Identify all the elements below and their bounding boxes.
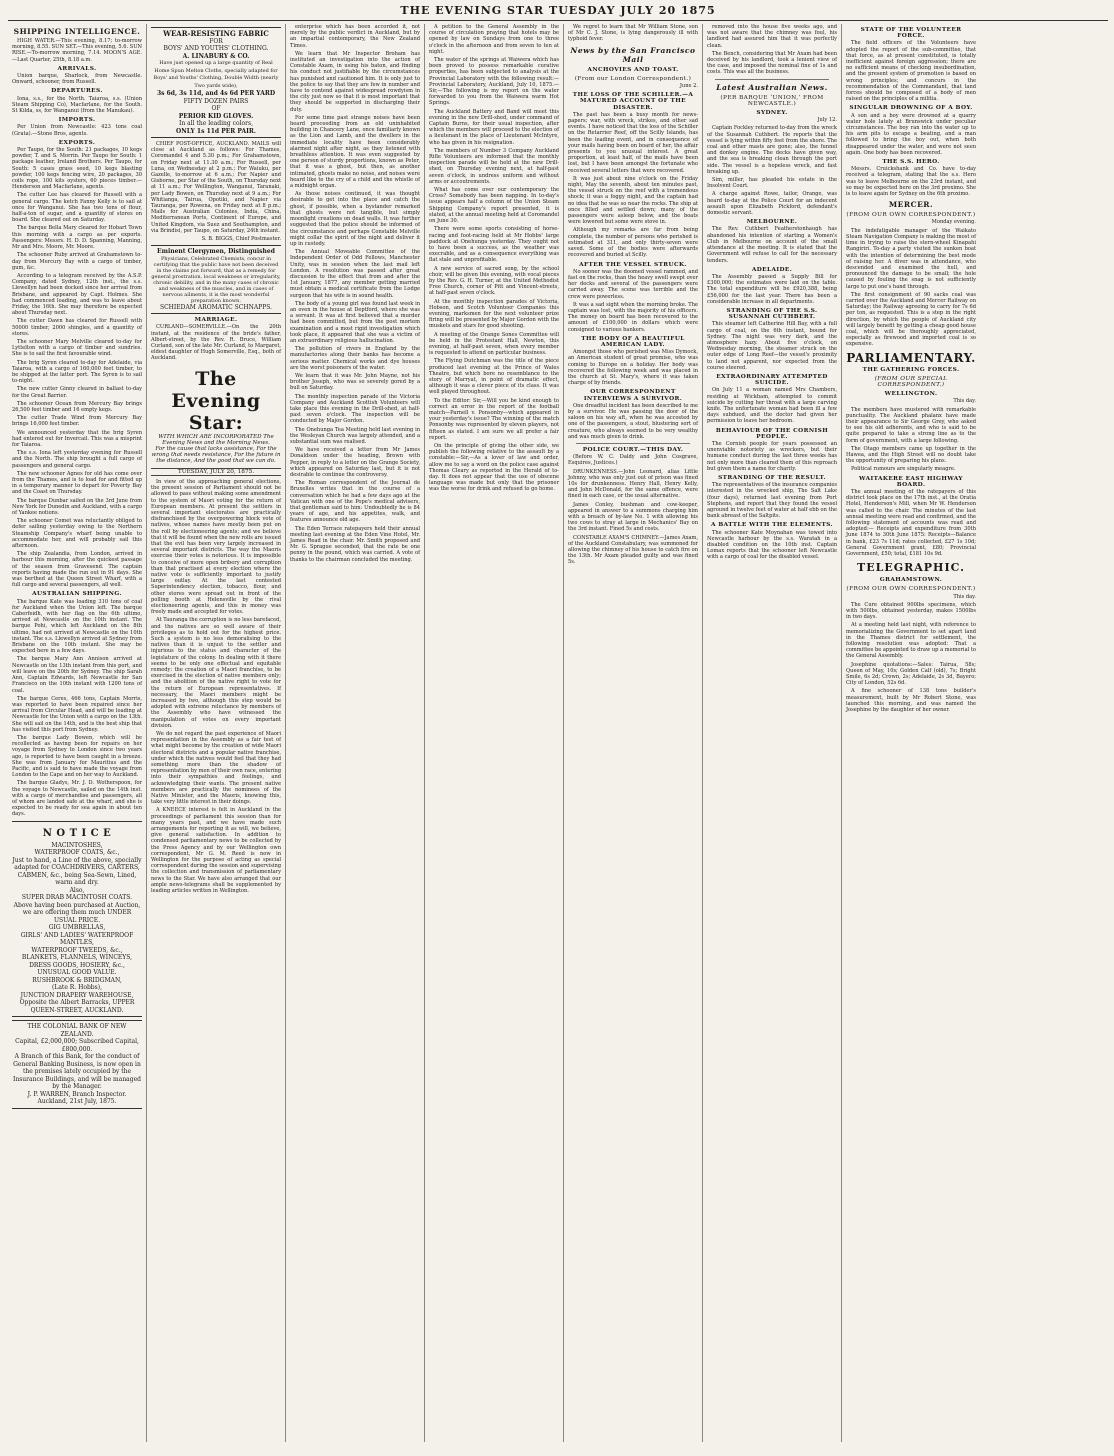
- sub-heading: MARRIAGE.: [194, 317, 238, 324]
- paragraph: We have received a letter from Mr James Donaldson under the heading, Brown with Pepper, in reply to a letter on the Grange Society, which appeared on Saturday last, but it is not desirable to continue the controversy.: [290, 447, 420, 479]
- paragraph: The cutter Dawn has cleared for Russell with 50000 timber, 2000 shingles, and a quantity of stores.: [12, 318, 142, 337]
- sub-heading: EXTRAORDINARY ATTEMPTED SUICIDE.: [716, 373, 828, 387]
- column-2: [147, 24, 286, 1442]
- divider: [715, 79, 829, 80]
- sub-heading: WAITAKERE EAST HIGHWAY BOARD.: [859, 475, 963, 488]
- paragraph: The annual meeting of the ratepayers of this district took place on the 17th inst., at the Oratia Hotel, Henderson's Mill, when Mr W. Henderson was called to the chair. The minutes of the last annual meeting were read and confirmed, and the following statement of accounts was read and adopted:— Receipts and expenditure from 30th June 1874 to 30th June 1875: Receipts—Balance in bank, £23 7s 11d; rates collected, £27 1s 10d; General Government grant, £80; Provincial Government, £50; total, £181 10s 9d.: [846, 489, 976, 558]
- ad-line: GIG UMBRELLAS,: [48, 924, 106, 932]
- paragraph: As those noises continued, it was thought desirable to get into the place and catch the ghost, if possible, when a bystander remarked that ghosts were not tangible, but simply moonlight creations on dead walls. It was further suggested that the police should be informed of the circumstance and perhaps Constable Melville might collar the spirit of the night and deliver it up in custody.: [290, 191, 420, 247]
- paragraph: The members of Number 3 Company Auckland Rifle Volunteers are informed that the monthly inspection parade will be held at the new Drill-shed, on Thursday evening next, at half-past seven o'clock, in undress uniform and without arms or accoutrements.: [429, 147, 559, 185]
- running-head-title: THE EVENING STAR TUESDAY JULY 20 1875: [400, 4, 716, 17]
- paragraph: The schooner Ocean from Mercury Bay brings 26,500 feet timber and 16 empty kegs.: [12, 400, 142, 413]
- paragraph: A fine schooner of 138 tons builder's measurement, built by Mr Robert Stone, was launched this morning, and was named the Josephine by the daughter of her owner.: [846, 688, 976, 714]
- paragraph: The new cutter Ginny cleared in ballast to-day for the Great Barrier.: [12, 386, 142, 399]
- telegraphic-heading: TELEGRAPHIC.: [857, 561, 965, 575]
- ad-line: WEAR-RESISTING FABRIC: [163, 29, 269, 38]
- section-heading: News by the San Francisco Mail: [570, 45, 696, 64]
- paragraph: A new service of sacred song, by the school choir, will be given this evening, with vocal pieces by the Rev. G. H. Turner, at the United Methodist Free Church, corner of Pitt and Vincent-streets, at half-past seven o'clock.: [429, 265, 559, 297]
- paragraph: The representatives of the insurance companies interested in the wrecked ship, The Salt Lake (four days), returned last evening from Port Stephens, and report that they found the vessel aground in twelve feet of water at half ebb on the bank abreast of the Saltpits.: [707, 482, 837, 520]
- paragraph: The Eden Terrace ratepayers held their annual meeting last evening at the Eden Vine Hotel, Mr. James Read in the chair. Mr. Smith proposed and Mr. G. Sprague seconded, that the rate be one penny in the pound, which was carried. A vote of thanks to the chairman concluded the meeting.: [290, 525, 420, 563]
- ad-line: (Late R. Hobbs),: [52, 984, 102, 992]
- ad-line: Auckland, 21st July, 1875.: [37, 1098, 117, 1106]
- ad-line: Eminent Clergymen, Distinguished: [157, 248, 275, 256]
- paragraph: Per Taupo, for the South: 21 packages, 10 kegs powder, T. and S. Morrin. Per Taupo for South: 1 package leather, Ireland Brothers. Per Taupo, for South: 5 cases grass seed, 10 kegs blasting powder, 100 kegs fencing wire, 20 packages, 30 coils rope, 100 kits oysters, 60 pieces timber.—Henderson and Macfarlane, agents.: [12, 147, 142, 191]
- paragraph: Although my remarks are far from being complete, the number of persons who perished is estimated at 311, and only thirty-seven were saved. Some of the bodies were afterwards recovered and buried at Scilly.: [568, 227, 698, 259]
- sub-heading: IMPORTS.: [58, 117, 96, 124]
- sub-heading: BEHAVIOUR OF THE CORNISH PEOPLE.: [715, 427, 829, 440]
- paragraph: Sim, miller, has pleaded his estate in the Insolvent Court.: [707, 177, 837, 190]
- sub-heading: STRANDING OF THE RESULT.: [718, 475, 826, 481]
- paragraph: Political rumours are singularly meagre.: [851, 466, 956, 473]
- parliamentary-heading: PARLIAMENTARY.: [846, 350, 976, 365]
- paragraph: The barque Lady Bowen, which will be recollected as having been for repairs on her voyage from Sydney to London since two years ago, is reported to have been caught in a breeze. She was from January for Mauritius and the Pacific, and is said to have made the voyage from London to the Cape and on her way to Auckland.: [12, 734, 142, 779]
- dateline: June 2.: [679, 83, 698, 90]
- paragraph: The water of the springs at Waiwera which has been proved to possess remarkable curative properties, has been subjected to analysis at the Provincial Laboratory with the following result:— Provincial Laboratory, Auckland, July 10, 1875.—Sir,—The following is my report on the water forwarded to you from the Waiwera warm Hot Springs.: [429, 57, 559, 107]
- paragraph: The barque Kate was loading 310 tons of coal for Auckland when the Union left. The barque Caberfeidh, with her flag on the 6th ultimo, arrived at Newcastle on the 10th instant. The barque Pohi, which left Auckland on the 8th ultimo, had not arrived at Newcastle on the 10th instant. The s.s. Llewellyn arrived at Sydney from Brisbane on the 10th instant. She may be expected here in a few days.: [12, 598, 142, 655]
- advertisement-colonial-bank: [12, 1020, 142, 1109]
- ad-line: Also,: [69, 886, 85, 894]
- sub-heading: ARRIVALS.: [57, 65, 97, 72]
- paragraph: The Flying Dutchman was the title of the piece produced last evening at the Prince of Wales Theatre, but which bore no resemblance to the story of Marryat, in point of dramatic effect, although it was a clever piece of its class. It was well played throughout.: [429, 358, 559, 396]
- paragraph: To the Editor: Sir,—Will you be kind enough to correct an error in the report of the football match—Parnell v. Ponsonby—which appeared in your yesterday's issue? The winning of the match Ponsonby was represented by eleven players, not fifteen as stated. I am sure we all prefer a fair report.: [429, 397, 559, 441]
- paragraph: The new schooner Agnes for old has come over from the Thames, and is to load for and fitted up in a temporary manner to depart for Poverty Bay and the Coast on Thursday.: [12, 470, 142, 496]
- advertisement-linabury: [151, 27, 281, 138]
- paragraph: Union barque, Sharlock, from Newcastle. Onward, schooner, from Russell.: [12, 73, 142, 86]
- paragraph: The field officers of the Volunteers have adopted the report of the sub-committee, that that force, as at present constituted, is totally inefficient against foreign aggression; there are no sufficient means of checking insubordination, and the present system of promotion is based on wrong principles; and concurs in the recommendation of the Commandant, that land forces should be composed of a body of men raised on the principles of a militia.: [846, 40, 976, 103]
- notice-title: N O T I C E: [42, 827, 112, 839]
- paragraph: The pollution of rivers in England by the manufactories along their banks has become a serious matter. Chemical works and dye houses are the worst poisoners of the water.: [290, 346, 420, 371]
- sub-heading: A BATTLE WITH THE ELEMENTS.: [711, 522, 833, 529]
- paragraph: At the monthly inspection parades of Victoria, Hobson, and Scotch Volunteer Companies this evening, marksmen for the next volunteer prize firing will be presented by Major Gordon with the muskets and stars for good shooting.: [429, 298, 559, 330]
- paragraph: The members have mustered with remarkable punctuality. The Auckland phalanx have made their appearance to Sir George Grey, who asked to see his old adherents, and who is said to be quite prepared to take a strong line as to the form of government, with a large following.: [846, 406, 976, 444]
- sub-heading: ANCHOVIES AND TOAST.: [587, 66, 679, 73]
- paragraph: removed into the house five weeks ago, and was not aware that the chimney was foul, his landlord had assured him that it was perfectly clean.: [707, 24, 837, 49]
- ad-line: BLANKETS, FLANNELS, WINCEYS, DRESS GOODS, HOSIERY, &c.,: [21, 954, 133, 969]
- dateline: This day.: [953, 398, 976, 405]
- column-1: [8, 24, 147, 1442]
- paragraph: The brig Syren cleared to-day for Adelaide, via Taiaroa, with a cargo of 160,000 feet timber, to be shipped at the latter port. The Syren is to sail to-night.: [12, 359, 142, 385]
- section-heading: Latest Australian News.: [716, 82, 828, 92]
- ad-line: FIFTY DOZEN PAIRS: [183, 97, 249, 105]
- divider: [576, 443, 690, 444]
- ad-line: SCHIEDAM AROMATIC SCHNAPPS.: [159, 303, 273, 311]
- sub-heading: AUSTRALIAN SHIPPING.: [32, 591, 122, 598]
- nameplate-subtitle: WITH WHICH ARE INCORPORATED The Evening News and the Morning News.: [158, 433, 274, 446]
- paragraph: The s.s. Iona left yesterday evening for Russell and the North. The ship brought a full cargo of passengers and general cargo.: [12, 450, 142, 469]
- sub-heading: (FROM OUR OWN CORRESPONDENT.): [846, 586, 976, 593]
- ad-line: MACINTOSHES,: [51, 841, 103, 849]
- ad-line: WATERPROOF COATS, &c.,: [34, 849, 120, 857]
- column-6: [703, 24, 842, 1442]
- paragraph: The Roman correspondent of the Journal de Bruxelles writes that in the course of a conversation which he had a few days ago at the Vatican with one of the Pope's medical advisers, that gentleman said to him: Undoubtedly he is 84 years of age, and his appetites, walk, and features announce old age.: [290, 480, 420, 524]
- sub-heading: (FROM OUR SPECIAL CORRESPONDENT.): [874, 375, 948, 388]
- paragraph: The Cornish people for years possessed an unenviable notoriety as wreckers, but their humane conduct during the last three weeks has not only more than cleared them of this reproach but given them a name for charity.: [707, 440, 837, 472]
- ad-line: J. P. WARREN, Branch Inspector.: [27, 1090, 127, 1098]
- paragraph: Captain Fockley returned to-day from the wreck of the Susannah Cuthbert. He reports that the vessel is lying within fifty feet from the shore. The coal and other masts are gone; also, the funnel and donkey engine. The decks have given way, and the sea is breaking clean through the port side. The vessel is a hopeless wreck, and fast breaking up.: [707, 125, 837, 175]
- paragraph: The barque Ceres, 466 tons, Captain Morris, was reported to have been repaired since her arrival from Circular Head, and will be loading at Newcastle for the Union with a cargo on the 13th. She will sail on the 14th, and is the best ship that has visited this port from Sydney.: [12, 695, 143, 733]
- sub-heading: STRANDING OF THE S.S. SUSANNAH CUTHBERT.: [726, 307, 818, 321]
- sub-heading: GRAHAMSTOWN.: [879, 577, 943, 584]
- sub-heading: AFTER THE VESSEL STRUCK.: [579, 261, 687, 268]
- paragraph: HIGH WATER.—This evening, 8.17; to-morrow morning, 8.55. SUN SET.—This evening, 5.6. SUN RISE.—To-morrow morning, 7.14. MOON'S AGE.—Last Quarter, 25th, 8.18 a.m.: [12, 38, 142, 63]
- paragraph: Per Union from Newcastle: 423 tons coal (Grata).—Stone Bros, agents.: [12, 124, 142, 137]
- paragraph: The body of a young girl was found last week in an oven in the house at Deptford, where she was a servant. It was at first believed that a murder had been committed, but from the post mortem examination and a most rigid investigation which took place, it appeared that she was a victim of an extraordinary religious hallucination.: [290, 300, 420, 344]
- ad-line: A Branch of this Bank, for the conduct of General Banking Business, is now open in the premises lately occupied by the Insurance Buildings, and will be managed by the Manager.: [12, 1053, 141, 1091]
- paragraph: On July 11 a woman named Mrs Chambers, residing at Wickham, attempted to commit suicide by cutting her throat with a large carving knife. The unfortunate woman had been ill a few days subdued, and the doctor had given her permission to leave her bedroom.: [707, 387, 837, 425]
- ad-line: Just to hand, a Line of the above, specially adapted for COACHDRIVERS, CARTERS, CABMEN, &c., being Sea-Sewn, Lined, warm and dry.: [12, 856, 142, 887]
- paragraph: The schooner Kate Moynahan was towed into Newcastle harbour by the s.s. Waratah in a disabled condition on the 10th inst. Captain Lomax reports that the schooner left Newcastle with a cargo of coal for the disabled vessel.: [707, 529, 837, 561]
- paragraph: On the principle of giving the other side, we publish the following relative to the assault by a constable:—Sir,—As a lover of law and order, allow me to say a word on the police case against Thomas Cleary as reported in the Herald of to-day. It does not appear that the use of obscene language was made but only that the prisoner was the worse for drink and refused to go home.: [429, 443, 559, 493]
- paragraph: We regret to learn that Mr William Stone, son of Mr C. J. Stone, is lying dangerously ill with typhoid fever.: [568, 24, 698, 43]
- section-heading: MERCER.: [888, 200, 934, 210]
- sub-heading: THE LOSS OF THE SCHILLER.—A MATURED ACCOUNT OF THE DISASTER.: [572, 92, 694, 111]
- paragraph: The cutter Trade Wind from Mercury Bay brings 16,000 feet timber.: [12, 415, 142, 428]
- paragraph: The Auckland Battery and Band will meet this evening in the new Drill-shed, under command of Captain Burns, for their usual inspection, after which the members will proceed to the election of a lieutenant in the place of Lieutenant McIntyre, who has given in his resignation.: [429, 108, 559, 146]
- ad-line: OF: [211, 105, 221, 112]
- sub-heading: (PER BARQUE ‘UNION,’ FROM NEWCASTLE.): [720, 94, 824, 107]
- ad-line: FOR: [209, 37, 223, 45]
- column-3: [286, 24, 425, 1442]
- paragraph: We learn that Mr Inspector Broham has instituted an investigation into the action of Constable Axam, in using his baton, and finding his conduct not justifiable by the circumstances has punished and cautioned him. It is only just to the police to say that they are few in number and have to contend against widespread rowdyism in the city just now so that it is most important that they should be supported in discharging their duty.: [290, 50, 420, 113]
- ad-line: Opposite the Albert Barracks, UPPER QUEEN-STREET, AUCKLAND.: [19, 999, 135, 1014]
- paragraph: CONSTABLE AXAM'S CHIMNEY.—James Axam, of the Auckland Constabulary, was summoned for allowing the chimney of his house to catch fire on the 13th. Mr Axam pleaded guilty and was fined 5s.: [568, 534, 698, 566]
- ad-line: THE COLONIAL BANK OF NEW ZEALAND.: [27, 1023, 127, 1038]
- ad-line: BOYS' AND YOUTHS' CLOTHING.: [163, 45, 269, 52]
- ad-line: Physicians, Celebrated Chemists, concur in certifying that the public have not been deceived in the claims put forward, that as a remedy for general prostration, local weakness or irregularity, chronic debility, and in the many cases of chronic and weakness of the muscles, and in cases of nervous ailments, it is the most wonderful preparation known.: [151, 255, 281, 304]
- paragraph: The barque Mary Ann Annison arrived at Newcastle on the 13th instant from this port, and will leave on the 20th for Sydney. The ship Sarah Ann, Captain Edwards, left Newcastle for San Francisco on the 10th instant with 1200 tons of coal.: [12, 656, 142, 694]
- paragraph: At a meeting held last night, with reference to memorializing the Government to set apart land in the Thames district for settlement, the following resolution was adopted: That a committee be appointed to draw up a memorial to the General Assembly.: [846, 622, 976, 660]
- ad-line: 3s 6d, 3s 11d, and 4s 6d PER YARD: [156, 90, 276, 97]
- nameplate-motto: For the cause that lacks assistance, For the wrong that needs resistance, For the future in the distance, And the good that we can do.: [151, 446, 281, 465]
- sub-heading: THE BODY OF A BEAUTIFUL AMERICAN LADY.: [581, 335, 685, 348]
- sub-heading: SINGULAR DROWNING OF A BOY.: [849, 105, 973, 112]
- paragraph: (Before W. C. Daldy and John Cosgrave, Esquires, Justices.): [568, 454, 698, 467]
- paragraph: CHIEF POST-OFFICE, AUCKLAND. MAILS will close at Auckland as follows: For Thames, Coromandel 4 and 5.30 p.m.; For Grahamstown, on Friday next at 11.30 a.m.; For Russell, per Luna, on Wednesday at 2 p.m.; For Waiuku, per Gazelle, to-morrow at 6 a.m.; For Napier and Gisborne, per Star of the South, on Thursday next at 11 a.m.; For Wellington, Wanganui, Taranaki, per Lady Bowen, on Thursday next at 9 a.m.; For Whitianga, Tairua, Opotiki, and Napier via Tauranga, per Rowena, on Friday next at 8 p.m.; Mails for Australian Colonies, India, China, Mediterranean Ports, Continent of Europe, and United Kingdom, via Suez and Southampton, and via Brindisi, per Taupo, on Saturday, 24th instant.: [151, 141, 281, 234]
- advertisement-schnapps: [151, 245, 281, 314]
- advertisement-macintoshes: [12, 821, 142, 1018]
- paragraph: The schooner Ruby arrived at Grahamstown to-day from Mercury Bay with a cargo of timber, gum, &c.: [12, 252, 142, 271]
- paragraph: The barque Bella Mary cleared for Hobart Town this morning with a cargo as per exports. Passengers: Messrs. H. D. D. Spanning, Manning, Mr and Mrs. Moore, Mr. Moore.: [12, 225, 142, 251]
- paragraph: There were some sports consisting of horse-racing and foot-racing held at Mr Hobbs' large paddock at Onehunga yesterday. They ought not to have been a success, as the weather was execrable, and as a consequence everything was flat stale and unprofitable.: [429, 226, 559, 264]
- paragraph: Messrs. Cruickshank and Co. have to-day received a telegram, stating that the s.s. Hero was to leave Melbourne on the 23rd instant, and so may be expected here on the 3rd proximo. She is to leave again for Sydney on the 6th proximo.: [846, 166, 976, 198]
- running-head: [8, 4, 1108, 21]
- paragraph: In view of the approaching general elections, the present session of Parliament should not be allowed to pass without making some amendment to the system of Maori voting for the return of European members. At present the settlers in several important electorates are practically disfranchised by the overpowering block vote of natives, whose names have mostly been put on the roll by electioneering agents; and we believe that it will be found when the new rolls are issued that the evil has been very largely increased in several important districts. The way the Maoris exercise their votes is notorious. It is impossible to conceive of more open bribery and corruption than that practised at every election where the native vote is sufficiently important to justify large outlay. At the last contested Superintendency election, tobacco, flour, and other stores were spread out in front of the polling booth at Helensville by the rival electioneering agents, and this in money was freely made and accepted for votes.: [151, 478, 281, 616]
- paragraph: The Assembly passed a Supply Bill for £300,000; the estimates were laid on the table. The total expenditure will be £920,388, being £56,000 for the last year. There has been a considerable increase in all departments.: [707, 273, 837, 305]
- paragraph: We announced yesterday that the brig Syren had entered out for Invercail. This was a misprint for Taiaroa.: [12, 429, 142, 448]
- paragraph: The schooner Mary Melville cleared to-day for Lyttelton with a cargo of timber and sundries. She is to sail the first favourable wind.: [12, 338, 142, 358]
- paragraph: Iona, s.s., for the North. Taiaroa, s.s. (Union Steam Shipping Co), Macfarlane, for the South. St Kilda, ss, for Wanganui (from the Manukau).: [12, 95, 142, 115]
- paragraph: The schooner Comet was reluctantly obliged to defer sailing yesterday owing to the Northern Steamship Company's wharf being unable to accommodate her, and will probably sail this afternoon.: [12, 518, 142, 550]
- paragraph: Amongst those who perished was Miss Dymock, an American student of great promise, who was coming to Europe on a holiday. Her body was recovered the following week and was placed in the church at St. Mary's, where it was taken charge of by friends.: [568, 349, 698, 387]
- paragraph: The ship Zealandia, from London, arrived in harbour this morning, after the quickest passage of the season from Gravesend. The captain reports having made the run out in 91 days. She was berthed at the Queen Street Wharf, with a full cargo and several passengers, all well.: [12, 551, 142, 589]
- ad-line: WATERPROOF TWEEDS, &c.,: [31, 946, 123, 954]
- paragraph: What has come over our contemporary the Cross? Somebody has been napping. In to-day's issue appears half a column of the Union Steam Shipping Company's report presented, it is stated, at the annual meeting held at Coromandel on June 30.: [429, 187, 559, 225]
- ad-line: SUPER DRAB MACINTOSH COATS.: [21, 894, 133, 902]
- section-heading: SHIPPING INTELLIGENCE.: [13, 27, 141, 36]
- sub-heading: THE S.S. HERO.: [882, 159, 940, 166]
- paragraph: We do not regard the past experience of Maori representation in the Assembly as a fair test of what might become by the creation of wide Maori electoral districts and a popular native franchise, under which the natives would feel that they had something more than the shadow of representation by men of their own race, entering into their sympathies and feelings, and acknowledging their wants. The present native members are practically the nominees of the Native Minister, and the Maoris, knowing this, take very little interest in their doings.: [151, 731, 281, 806]
- nameplate-title: The Evening Star:: [171, 367, 261, 434]
- issue-dateline: TUESDAY, JULY 20, 1875.: [151, 468, 281, 476]
- ad-line: PERIOR KID GLOVES.: [178, 112, 254, 120]
- column-7: [842, 24, 980, 1442]
- paragraph: A meeting of the Orange Sones Committee will be held in the Protestant Hall, Newton, this evening, at half-past seven, when every member is requested to attend on particular business.: [429, 331, 559, 357]
- paragraph: The monthly inspection parade of the Victoria Company and Auckland Scottish Volunteers will take place this evening in the Drill-shed, at half-past seven o'clock. The inspection will be conducted by Major Gordon.: [290, 393, 420, 425]
- paragraph: One dreadful incident has been described to me by a survivor. He was passing the door of the saloon on his way aft, when he was accosted by one of the passengers, a stout, blustering sort of creature, who always seemed to be very wealthy and was much given to drink.: [568, 402, 698, 440]
- sub-heading: (From our London Correspondent.): [574, 75, 692, 82]
- paragraph: According to a telegram received by the A.S.P. Company, dated Sydney, 12th inst., the s.s. Llewellyn had been docked since her arrival from Brisbane, and appeared by Capt. Holmes. She had commenced loading, and was to leave about Friday, the 16th. She may therefore be expected about Thursday next.: [12, 272, 142, 317]
- paragraph: James Conley, bushman and cow-keeper, appeared in answer to a summons charging him with a breach of by-law No. 1 with allowing his two cows to stray at large in Mechanics' Bay on the 3rd instant. Fined 5s and costs.: [568, 501, 698, 533]
- sub-heading: POLICE COURT.—THIS DAY.: [582, 446, 684, 453]
- dateline: Monday evening.: [931, 219, 976, 226]
- paragraph: A charge against Rowe, tailor, Orange, was heard to-day at the Police Court for an indecent assault upon Elizabeth Pickford, defendant's domestic servant.: [707, 191, 837, 217]
- sub-heading: WELLINGTON.: [884, 391, 938, 398]
- paragraph: The Otago members came up together in the Hawea, and the High Street will no doubt take the opportunity of preparing his plans.: [846, 445, 976, 465]
- dateline: This day.: [953, 593, 976, 600]
- paragraph: A KNEECE interest is felt in Auckland in the proceedings of parliament this session than for many years past, and we have made such arrangements for reporting it as will, we believe, give general satisfaction. In addition to condensed parliamentary news to be collected by the Press Agency and by our Wellington own correspondent, Mr G. M. Reed is now in Wellington for the purpose of acting as special correspondent during the session and supervising the collection and transmission of parliamentary news to the Star. We have also arranged that our ample news-telegrams shall be supplemented by leading articles written in Wellington.: [151, 807, 281, 895]
- sub-heading: OUR CORRESPONDENT INTERVIEWS A SURVIVOR.: [583, 389, 683, 402]
- ad-line: A. LINABURY & CO.: [182, 52, 250, 60]
- sub-heading: EXPORTS.: [58, 139, 96, 146]
- ad-line: GIRLS' AND LADIES' WATERPROOF MANTLES,: [20, 931, 134, 947]
- column-4: [425, 24, 564, 1442]
- ad-line: Above having been purchased at Auction, we are offering them much UNDER USUAL PRICE.: [13, 901, 141, 924]
- paragraph: The past has been a busy month for news-papers; war, with wreck, strikes, and other sad events. I have noticed that the loss of the Schiller on the Retarrier Reef, off the Scilly Islands, has been the leading event, and in consequence of your mails having been on board of her, the affair presents to you unusual interest. A great proportion, at least half, of the mails have been lost, but I have been amongst the fortunate who received several letters that were recovered.: [568, 111, 698, 174]
- paragraph: We learn that it was Mr. John Mayne, not his brother Joseph, who was so severely gored by a bull on Saturday.: [290, 372, 420, 392]
- paragraph: The cutter Lee has cleared for Russell with a general cargo. The ketch Fanny Kelly is to sail at once for Wanganui. She has two tons of flour, half-a-ton of sugar, and a quantity of stores on board. She cleared out on Saturday.: [12, 192, 142, 224]
- paragraph: It was just about nine o'clock on the Friday night, May the seventh, about ten minutes past, the vessel struck on the reef with a tremendous shock; it was a foggy night, and the captain had no idea that he was so near the rocks. The ship at once filled and settled down; many of the passengers were asleep below, and the boats were lowered but some were stove in.: [568, 175, 698, 226]
- paragraph: The Annual Moveable Committee of the Independent Order of Odd Fellows, Manchester Unity, was in session when the last mail left London. A resolution was passed after great discussion to the effect that from and after the 1st January, 1877, any member getting married must obtain a medical certificate from the Lodge surgeon that his wife is in sound health.: [290, 249, 420, 299]
- paragraph: It was a sad sight when the morning broke. The captain was lost, with the majority of his officers. The money on board has been recovered to the amount of £100,000 in dollars which were consigned to various bankers.: [568, 301, 698, 333]
- signature: S. B. BIGGS, Chief Postmaster.: [201, 236, 281, 243]
- paragraph: No sooner was the doomed vessel rammed, and fast on the rocks, than the heavy swell swept over her decks and several of the passengers were carried away. The scene was terrible and the crew were powerless.: [568, 268, 698, 300]
- sub-heading: THE GATHERING FORCES.: [862, 366, 960, 373]
- paragraph: The indefatigable manager of the Waikato Steam Navigation Company is making the most of time in trying to raise the stern-wheel Kinapahi Rangiriri. To-day a party visited the sunken boat with the intention of determining the best mode of raising her. A diver was in attendance, who descended and examined the hull, and pronounced the damage to be small; the hole caused by fouling the snag is not sufficiently large to put one's hand through.: [846, 227, 976, 290]
- paragraph: A son and a boy were drowned at a quarry water hole lately at Brunswick under peculiar circumstances. The boy ran into the water up to his arm pits to escape a beating, and a man followed to bring the boy out, when both disappeared under the water, and were not seen again. One body has been recovered.: [846, 112, 976, 156]
- paragraph: For some time past strange noises have been heard proceeding from an old uninhabited building in Chancery Lane, once familiarly known as the Lion and Lamb, and the dwellers in the immediate locality have been considerably alarmed night after night, as they listened with breathless attention. It was even suggested by one person of sturdy proportions, known as Peter, that it was a ghost, but then, as another intimated, ghosts make no noise, and noises were heard like to the cry of a child and the whistle of a midnight organ.: [290, 114, 420, 190]
- paragraph: The barque Gladys, Mr. J. D. Wotherspoon, for the voyage to Newcastle, sailed on the 14th inst. with a cargo of merchandise and passengers, all of whom are landed safe at the wharf, and she is expected to be ready for sea again in about ten days.: [12, 780, 142, 818]
- ad-line: In all the leading colors,: [179, 120, 253, 127]
- ad-line: JUNCTION DRAPERY WAREHOUSE,: [20, 991, 134, 999]
- paragraph: The Onehunga Tea Meeting held last evening in the Wesleyan Church was largely attended, and a substantial sum was realised.: [290, 426, 420, 445]
- columns: [8, 24, 1108, 1442]
- sub-heading: MELBOURNE.: [746, 219, 798, 226]
- paragraph: DRUNKENNESS.—John Leonard, alias Little Johnny, who was only just out of prison was fined 10s for drunkenness. Henry Hall, Henry Kelly, and John McDonald, for the same offence, were fined in each case, or the usual alternative.: [568, 468, 698, 500]
- paragraph: Josephine quotations:—Sales: Tairua, 58s; Queen of May, 10s; Golden Calf (old), 7s; Bright Smile, 6s 2d; Crown, 2s; Adelaide, 2s 3d, Bayero; City of London, 52s 6d.: [846, 661, 976, 687]
- ad-line: UNUSUAL GOOD VALUE.: [37, 969, 117, 977]
- paragraph: CURLAND—SOMERVILLE.—On the 20th instant, at the residence of the bride's father, Albert-street, by the Rev. R. Bruce, William Curland, son of the late Mr. Curland, to Margaret, eldest daughter of Hugh Somerville, Esq., both of Auckland.: [151, 324, 281, 362]
- paragraph: At Tauranga the corruption is no less barefaced, and the natives are so well aware of their privileges as to hold out for the highest price. Such a system is no less demoralising to the natives than it is unjust to the settler and injurious to the status and character of the legislature of the colony. In dealing with it there seems to be only one effectual and equitable remedy: the creation of a Maori franchise, to be exercised in the election of native members only; and the abolition of the native right to vote for the return of European representatives. If necessary, the Maori members might be increased by two, although this step would be adopted with extreme reluctance by members of the Assembly who have witnessed the manipulation of votes on every important division.: [151, 617, 281, 729]
- sub-heading: (FROM OUR OWN CORRESPONDENT.): [846, 212, 976, 219]
- sub-heading: DEPARTURES.: [51, 88, 103, 95]
- column-5: [564, 24, 703, 1442]
- ad-line: ONLY 1s 11d PER PAIR.: [176, 127, 256, 135]
- paragraph: The Bench, considering that Mr Axam had been deceived by his landlord, took a lenient view of the case, and imposed the nominal fine of 1s and costs. This was all the business.: [707, 50, 837, 76]
- paragraph: The barque Dunbar sailed on the 3rd June from New York for Dunedin and Auckland, with a cargo of Yankee notions.: [12, 497, 142, 517]
- paragraph: The first consignment of 90 sacks coal was carried over the Auckland and Mercer Railway on Saturday; the Railway agreeing to carry for 7s 6d per ton, as requested. This is a step in the right direction, by which the people of Auckland city will largely benefit by getting a cheap good house coal, which will be thoroughly appreciated, especially as firewood and imported coal is so expensive.: [846, 291, 976, 348]
- dateline: July 12.: [817, 117, 837, 124]
- ad-line: Capital, £2,000,000; Subscribed Capital, £800,000.: [15, 1038, 139, 1053]
- sub-heading: ADELAIDE.: [751, 266, 793, 273]
- paragraph: This steamer left Catherine Hill Bay, with a full cargo of coal, on the 6th instant, bound for Sydney. The night was very dark, and the atmosphere hazy. About five o'clock, on Wednesday morning, the steamer struck on the outer edge of Long Reef—the vessel's proximity to land not apparent, nor expected from the course steered.: [707, 321, 837, 371]
- sub-heading: SYDNEY.: [756, 110, 788, 117]
- paragraph: The Cure obtained 900lbs specimens, which with 500lbs, obtained yesterday, makes 1500lbs in two days.: [846, 601, 976, 621]
- paragraph: A petition to the General Assembly in the course of circulation praying that hotels may be opened by law on Sundays from one to three o'clock in the afternoon and from seven to ten at night.: [429, 24, 559, 55]
- paragraph: The Rev. Cuthbert Featherstonhaugh has abandoned his intention of starting a Women's Club in Melbourne on account of the small attendance at the meeting. It is stated that the Government will refuse to call for the necessary tenders.: [707, 226, 837, 264]
- newspaper-page: [8, 4, 1108, 1444]
- sub-heading: STATE OF THE VOLUNTEER FORCE.: [860, 27, 962, 40]
- ad-line: RUSHBROOK & BRIDGMAN,: [32, 976, 122, 984]
- ad-line: Have just opened up a large quantity of Real Home Spun Melton Cloths, specially adapted for Boys' and Youths' Clothing, Double Width (nearly Two yards wide),: [153, 60, 279, 89]
- paragraph: enterprise which has been accorded it, not merely by the public verdict in Auckland, but by an impartial contemporary, the New Zealand Times.: [290, 24, 420, 49]
- nameplate: [151, 368, 281, 465]
